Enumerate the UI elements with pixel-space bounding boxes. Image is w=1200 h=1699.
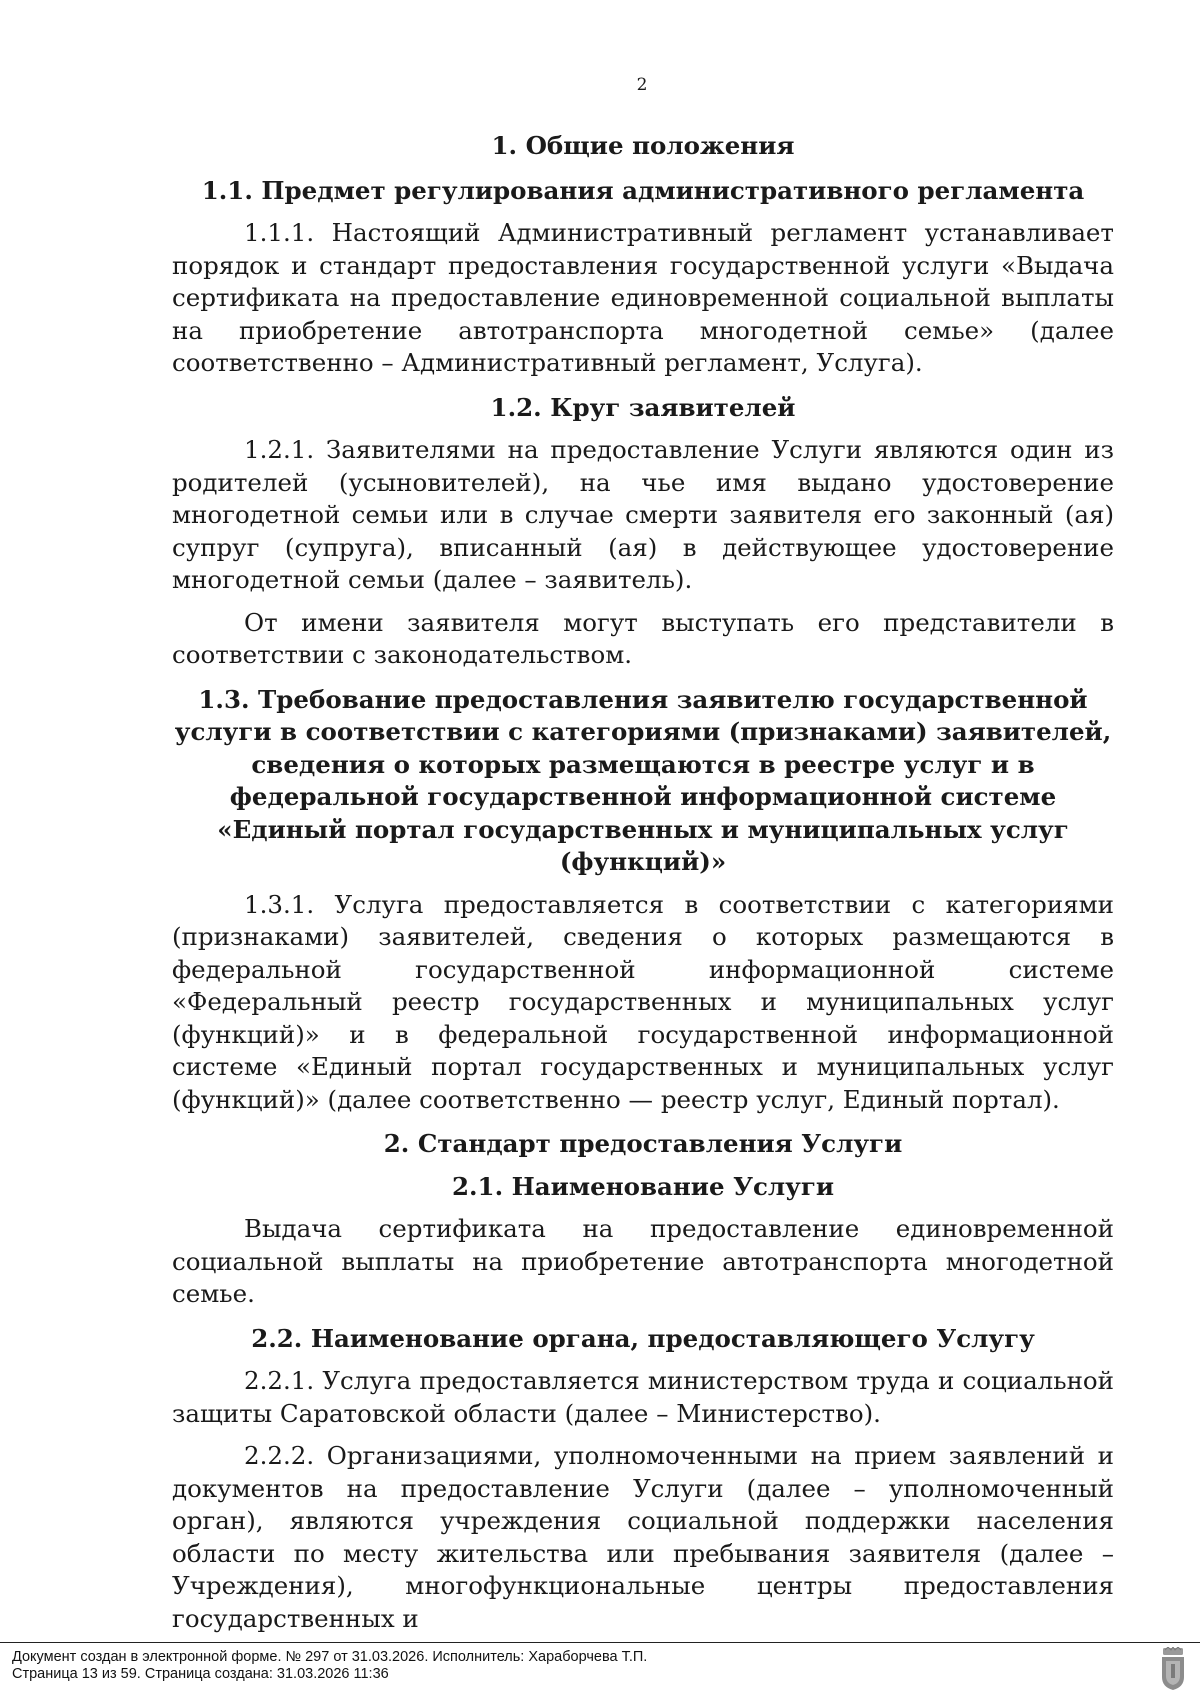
heading-section-2-2: 2.2. Наименование органа, предоставляющего Услугу <box>251 1323 1035 1353</box>
paragraph-1-2-1: 1.2.1. Заявителями на предоставление Услуги являются один из родителей (усыновителей), на чье имя выдано удостоверение многодетной семьи или в случае смерти заявителя его законный (ая) супруг (супруга), вписанный (ая) в действующее удостоверение многодетной семьи (далее – заявитель). <box>172 435 1114 594</box>
heading-section-1-2: 1.2. Круг заявителей <box>490 392 796 422</box>
document-body <box>172 130 1114 1645</box>
document-footer <box>0 1642 1200 1699</box>
footer-text <box>12 1649 647 1683</box>
paragraph-1-3-1: 1.3.1. Услуга предоставляется в соответствии с категориями (признаками) заявителей, сведения о которых размещаются в федеральной государственной информационной системе «Федеральный реестр государственных и муниципальных услуг (функций)» и в федеральной государственной информационной системе «Единый портал государственных и муниципальных услуг (функций)» (далее соответственно — реестр услуг, Единый портал). <box>172 889 1114 1114</box>
footer-line-document-info: Документ создан в электронной форме. № 297 от 31.03.2026. Исполнитель: Хараборчева Т.П. <box>12 1649 648 1665</box>
heading-section-1: 1. Общие положения <box>491 131 795 160</box>
heading-section-1-1: 1.1. Предмет регулирования административного регламента <box>201 175 1085 205</box>
coat-of-arms-icon <box>1160 1647 1186 1691</box>
paragraph-1-2-2: От имени заявителя могут выступать его представители в соответствии с законодательством. <box>172 607 1114 669</box>
paragraph-2-2-2: 2.2.2. Организациями, уполномоченными на прием заявлений и документов на предоставление Услуги (далее – уполномоченный орган), являются учреждения социальной поддержки населения области по месту жительства или пребывания заявителя (далее – Учреждения), многофункциональные центры предоставления государственных и <box>172 1441 1114 1633</box>
paragraph-1-1-1: 1.1.1. Настоящий Административный регламент устанавливает порядок и стандарт предоставления государственной услуги «Выдача сертификата на предоставление единовременной социальной выплаты на приобретение автотранспорта многодетной семье» (далее соответственно – Административный регламент, Услуга). <box>172 218 1114 377</box>
heading-section-2-1: 2.1. Наименование Услуги <box>451 1171 835 1201</box>
paragraph-2-2-1: 2.2.1. Услуга предоставляется министерством труда и социальной защиты Саратовской области (далее – Министерство). <box>172 1366 1114 1428</box>
paragraph-2-1: Выдача сертификата на предоставление единовременной социальной выплаты на приобретение автотранспорта многодетной семье. <box>172 1214 1114 1308</box>
heading-section-1-3: 1.3. Требование предоставления заявителю государственной услуги в соответствии с категориями (признаками) заявителей, сведения о которых размещаются в реестре услуг и в федеральной государственной информационной системе «Единый портал государственных и муниципальных услуг (функций)» <box>174 684 1112 876</box>
heading-section-2: 2. Стандарт предоставления Услуги <box>383 1129 903 1158</box>
footer-line-page-info: Страница 13 из 59. Страница создана: 31.03.2026 11:36 <box>12 1666 389 1682</box>
page-number: 2 <box>636 75 648 95</box>
